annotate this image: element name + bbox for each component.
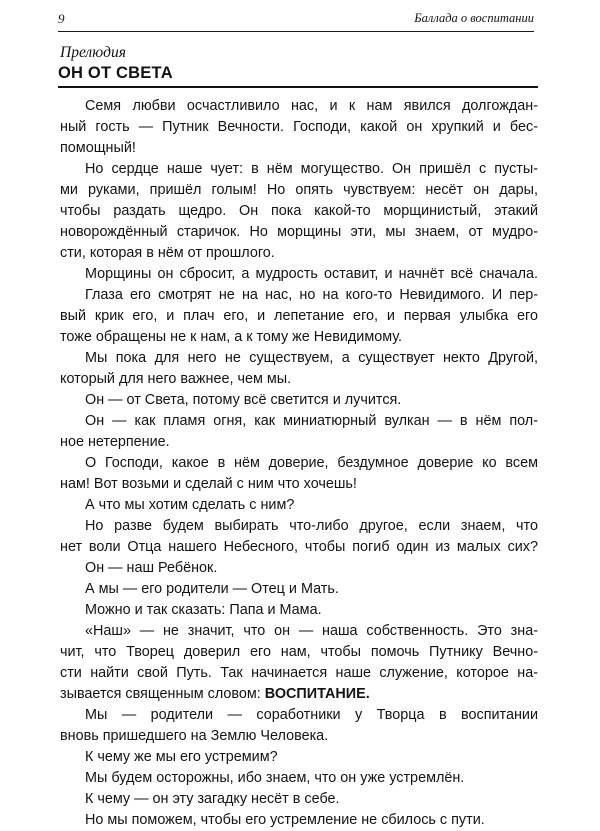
text-line: новорождённый старичок. Но морщины эти, мы знаем, от мудро- bbox=[60, 224, 538, 240]
text-line: Можно и так сказать: Папа и Мама. bbox=[85, 602, 322, 618]
text-line: Но мы поможем, чтобы его устремление не сбилось с пути. bbox=[85, 812, 485, 828]
text-line: ный гость — Путник Вечности. Господи, какой он хрупкий и бес- bbox=[60, 119, 538, 135]
text-line: Мы будем осторожны, ибо знаем, что он уже устремлён. bbox=[85, 770, 465, 786]
text-line: чтобы раздать щедро. Он пока какой-то морщинистый, этакий bbox=[60, 203, 538, 219]
text-line: ное нетерпение. bbox=[60, 434, 170, 450]
body-text bbox=[60, 96, 538, 831]
text-line: Глаза его смотрят не на нас, но на кого-то Невидимого. И пер- bbox=[85, 287, 538, 303]
text-line: нет воли Отца нашего Небесного, чтобы погиб один из малых сих? bbox=[60, 539, 538, 555]
page-number: 9 bbox=[58, 11, 65, 26]
text-line: К чему же мы его устремим? bbox=[85, 749, 278, 765]
text-line: Мы пока для него не существуем, а существует некто Другой, bbox=[85, 350, 538, 366]
chapter-label: Прелюдия bbox=[60, 44, 126, 61]
text-line: нам! Вот возьми и сделай с ним что хочешь! bbox=[60, 476, 357, 492]
text-line: Он — наш Ребёнок. bbox=[85, 560, 218, 576]
text-line-with-emphasis bbox=[60, 684, 538, 705]
text-line: Семя любви осчастливило нас, и к нам явился долгождан- bbox=[85, 98, 538, 114]
text-line: вый крик его, и плач его, и лепетание его, и первая улыбка его bbox=[60, 308, 538, 324]
text-line: вновь пришедшего на Землю Человека. bbox=[60, 728, 329, 744]
text-line: помощный! bbox=[60, 140, 136, 156]
running-title: Баллада о воспитании bbox=[414, 11, 534, 25]
text-line: «Наш» — не значит, что он — наша собственность. Это зна- bbox=[85, 623, 538, 639]
text-line: который для него важнее, чем мы. bbox=[60, 371, 292, 387]
text-fragment: зывается священным словом: bbox=[60, 686, 261, 702]
running-header bbox=[58, 9, 534, 32]
text-line: О Господи, какое в нём доверие, бездумное доверие ко всем bbox=[85, 455, 538, 471]
text-line: А что мы хотим сделать с ним? bbox=[85, 497, 295, 513]
text-line: Но сердце наше чует: в нём могущество. Он пришёл с пусты- bbox=[85, 161, 538, 177]
text-line: Мы — родители — соработники у Творца в воспитании bbox=[85, 707, 538, 723]
text-line: сти найти свой Путь. Так начинается наше служение, которое на- bbox=[60, 665, 538, 681]
text-line: сти, которая в нём от прошлого. bbox=[60, 245, 275, 261]
text-line: ми руками, пришёл голым! Но опять чувствуем: несёт он дары, bbox=[60, 182, 538, 198]
chapter-title: ОН ОТ СВЕТА bbox=[58, 64, 538, 88]
emphasis-word: ВОСПИТАНИЕ. bbox=[264, 686, 370, 702]
text-line: А мы — его родители — Отец и Мать. bbox=[85, 581, 339, 597]
text-line: Он — как пламя огня, как миниатюрный вулкан — в нём пол- bbox=[85, 413, 538, 429]
text-line: тоже обращены не к нам, а к тому же Невидимому. bbox=[60, 329, 403, 345]
text-line: Но разве будем выбирать что-либо другое, если знаем, что bbox=[85, 518, 538, 534]
text-line: чит, что Творец доверил его нам, чтобы помочь Путнику Вечно- bbox=[60, 644, 538, 660]
text-line: Он — от Света, потому всё светится и лучится. bbox=[85, 392, 402, 408]
text-line: Морщины он сбросит, а мудрость оставит, и начнёт всё сначала. bbox=[85, 266, 538, 282]
text-line: К чему — он эту загадку несёт в себе. bbox=[85, 791, 340, 807]
